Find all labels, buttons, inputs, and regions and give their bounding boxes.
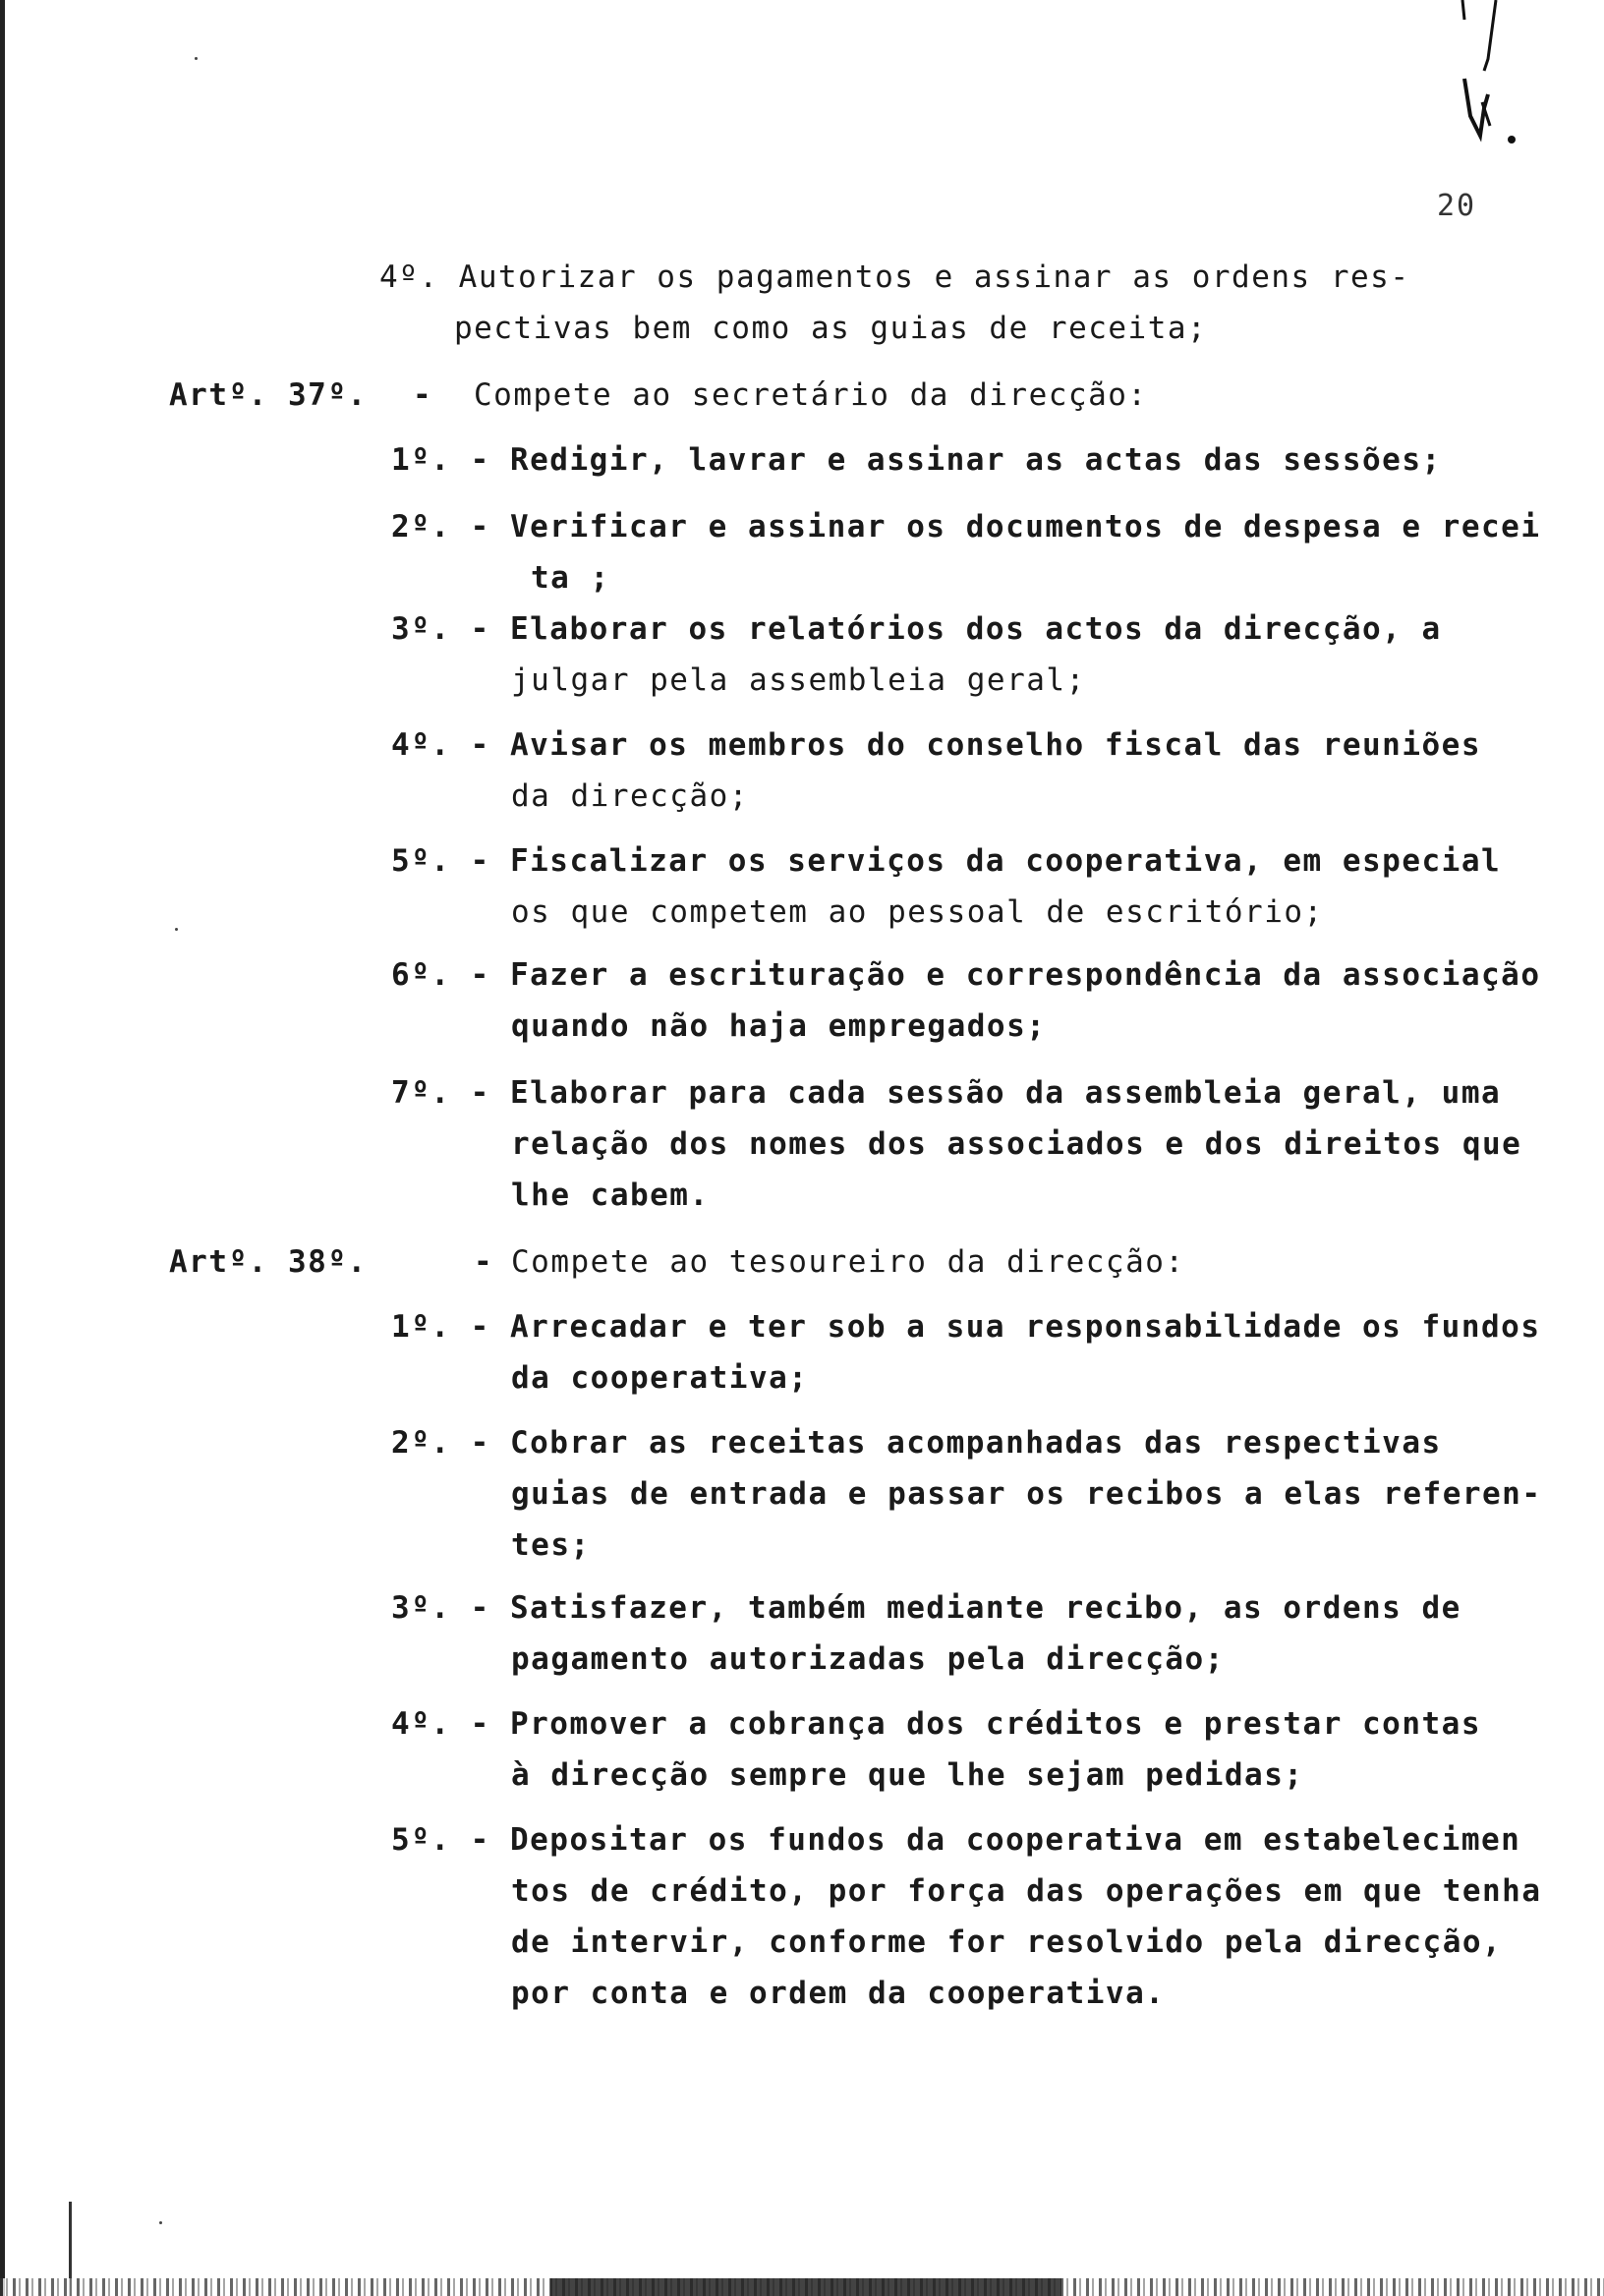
text-line: à direcção sempre que lhe sejam pedidas; — [511, 1757, 1304, 1793]
handwritten-initials-signature — [1445, 0, 1533, 147]
text-line: guias de entrada e passar os recibos a elas referen- — [511, 1476, 1542, 1512]
text-line: 2º. - Verificar e assinar os documentos de despesa e recei — [391, 509, 1541, 545]
text-line: quando não haja empregados; — [511, 1008, 1047, 1044]
scan-speck — [175, 928, 178, 931]
text-line: 3º. - Satisfazer, também mediante recibo, as ordens de — [391, 1590, 1461, 1626]
text-line: 2º. - Cobrar as receitas acompanhadas das respectivas — [391, 1425, 1442, 1461]
text-line: da direcção; — [511, 778, 749, 814]
text-line: pectivas bem como as guias de receita; — [454, 311, 1208, 346]
text-line: 1º. - Arrecadar e ter sob a sua responsabilidade os fundos — [391, 1309, 1541, 1345]
scan-speck — [195, 57, 198, 60]
article-37-heading: Compete ao secretário da direcção: — [474, 377, 1148, 413]
text-line: 4º. - Promover a cobrança dos créditos e prestar contas — [391, 1706, 1481, 1742]
text-line: de intervir, conforme for resolvido pela direcção, — [511, 1924, 1503, 1960]
article-38-heading: Compete ao tesoureiro da direcção: — [511, 1244, 1185, 1280]
text-line: por conta e ordem da cooperativa. — [511, 1976, 1166, 2011]
article-38-label: Artº. 38º. — [169, 1244, 368, 1280]
text-line: 1º. - Redigir, lavrar e assinar as actas das sessões; — [391, 442, 1442, 478]
text-line: julgar pela assembleia geral; — [511, 662, 1086, 698]
article-38-dash: - — [474, 1244, 494, 1280]
text-line: tos de crédito, por força das operações em que tenha — [511, 1873, 1542, 1909]
article-37-dash: - — [413, 377, 433, 413]
text-line: tes; — [511, 1527, 591, 1563]
scan-bottom-strip-dark — [550, 2278, 1061, 2296]
text-line: 5º. - Fiscalizar os serviços da cooperativa, em especial — [391, 843, 1502, 879]
text-line: os que competem ao pessoal de escritório; — [511, 894, 1324, 930]
article-37-label: Artº. 37º. — [169, 377, 368, 413]
page-number: 20 — [1437, 189, 1477, 223]
text-line: ta ; — [531, 560, 610, 596]
scan-speck — [159, 2221, 162, 2224]
text-line: 4º. Autorizar os pagamentos e assinar as ordens res- — [379, 259, 1410, 295]
text-line: 7º. - Elaborar para cada sessão da assembleia geral, uma — [391, 1075, 1502, 1111]
text-line: 4º. - Avisar os membros do conselho fiscal das reuniões — [391, 727, 1481, 763]
text-line: 5º. - Depositar os fundos da cooperativa em estabelecimen — [391, 1822, 1521, 1858]
text-line: 3º. - Elaborar os relatórios dos actos da direcção, a — [391, 611, 1442, 647]
text-line: 6º. - Fazer a escrituração e correspondência da associação — [391, 957, 1541, 993]
text-line: da cooperativa; — [511, 1360, 809, 1396]
text-line: pagamento autorizadas pela direcção; — [511, 1641, 1225, 1677]
text-line: relação dos nomes dos associados e dos direitos que — [511, 1126, 1522, 1162]
scan-left-edge — [0, 0, 5, 2296]
text-line: lhe cabem. — [511, 1177, 710, 1213]
